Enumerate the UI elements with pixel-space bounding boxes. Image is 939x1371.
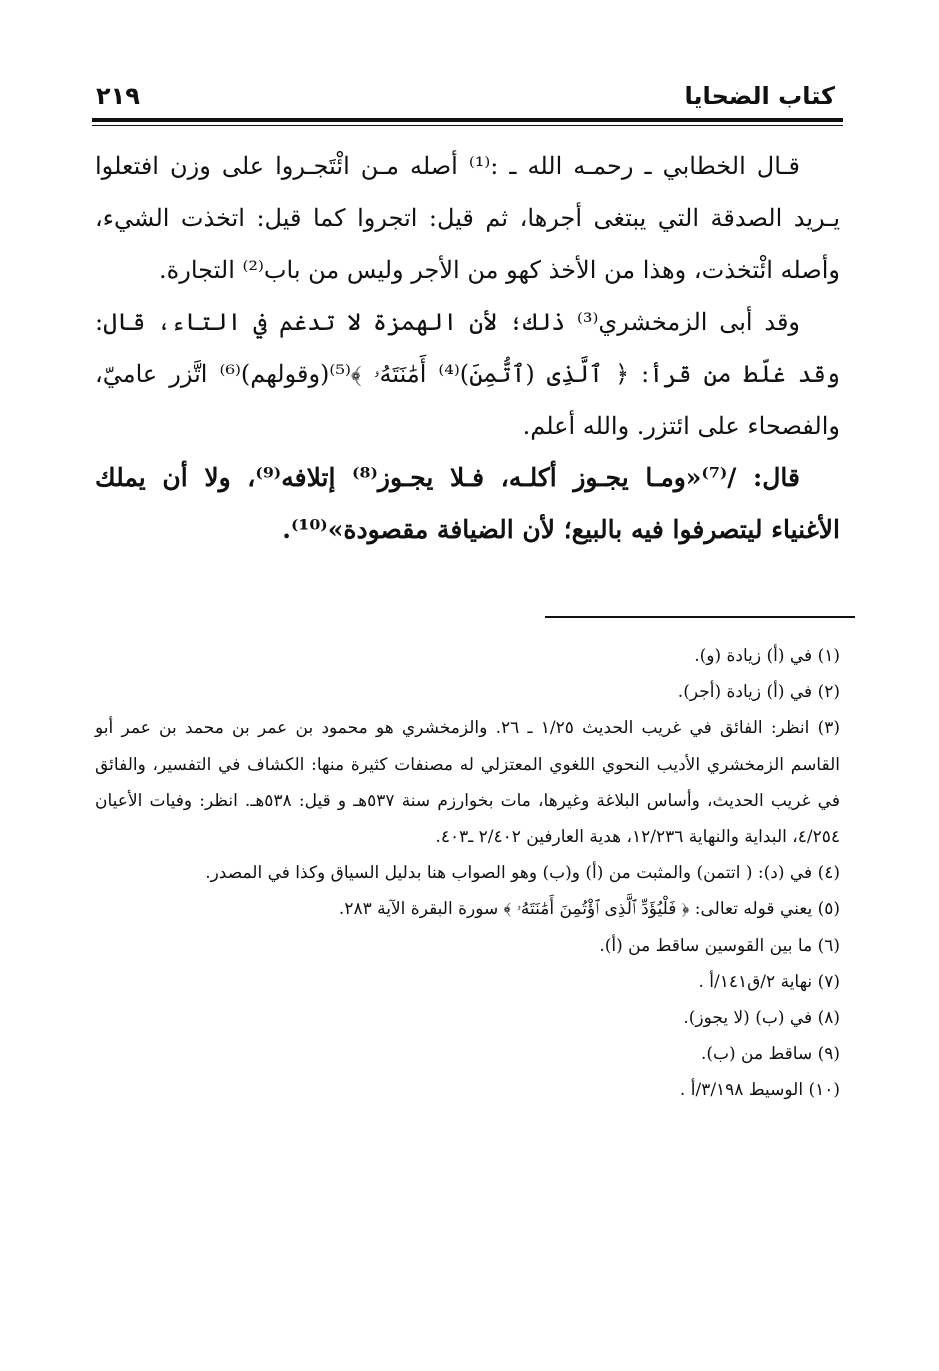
paragraph-khattabi: قـال الخطابي ـ رحمـه الله ـ :⁽¹⁾ أصله مـن ائْتَجـروا على وزن افتعلوا يـريد الصدقة التي يبتغى أجرها، ثم قيل: اتجروا كما قيل: اتخذت الشيء، وأصله ائْتخذت، وهذا من الأخذ كهو من الأجر وليس من باب⁽²⁾ التجارة. [95, 152, 841, 284]
footnote-7: (٧) نهاية ٢/ق١٤١/أ . [698, 971, 840, 992]
footnote-9: (٩) ساقط من (ب). [700, 1044, 840, 1065]
main-text [95, 140, 840, 556]
footnote-6: (٦) ما بين القوسين ساقط من (أ). [599, 935, 840, 956]
page-number: ٢١٩ [96, 82, 140, 110]
footnote-3: (٣) انظر: الفائق في غريب الحديث ١/٢٥ ـ ٢٦. والزمخشري هو محمود بن عمر بن محمد بن عمر أبو القاسم الزمخشري الأديب النحوي اللغوي المعتزلي له مصنفات كثيرة منها: الكشاف في التفسير، والفائق في غريب الحديث، وأساس البلاغة وغيرها، مات بخوارزم سنة ٥٣٧هـ و قيل: ٥٣٨هـ. انظر: وفيات الأعيان ٤/٢٥٤، البداية والنهاية ١٢/٢٣٦، هدية العارفين ٢/٤٠٢ ـ٤٠٣. [95, 718, 840, 848]
header-rule-thin [92, 125, 843, 126]
header-rule-thick [92, 118, 843, 122]
footnote-1: (١) في (أ) زيادة (و). [694, 646, 840, 666]
footnote-8: (٨) في (ب) (لا يجوز). [683, 1008, 840, 1029]
footnote-2: (٢) في (أ) زيادة (أجر). [677, 682, 840, 703]
footnote-5: (٥) يعني قوله تعالى: ﴿ فَلْيُؤَدِّ ٱلَّذِى ٱؤْتُمِنَ أَمَٰنَتَهُۥ ﴾ سورة البقرة الآية ٢٨٣. [338, 899, 840, 920]
running-header [92, 80, 835, 116]
footnote-separator [545, 616, 855, 618]
footnote-4: (٤) في (د): ( اتتمن) والمثبت من (أ) و(ب) وهو الصواب هنا بدليل السياق وكذا في المصدر. [205, 863, 840, 884]
footnotes [95, 638, 840, 1109]
paragraph-zamakhshari: وقد أبى الزمخشري⁽³⁾ ذلك؛ لأن الهمزة لا تدغم في التاء، قال: وقد غلّط من قرأ: ﴿ ٱلَّذِى (ٱتُّمِنَ)⁽⁴⁾ أَمَٰنَتَهُۥ ﴾⁽⁵⁾(وقولهم)⁽⁶⁾ اتَّزر عاميّ، والفصحاء على ائتزر. والله أعلم. [95, 308, 840, 440]
paragraph-matn-quote: قال: /⁽⁷⁾«ومـا يجـوز أكلـه، فـلا يجـوز⁽⁸⁾ إتلافه⁽⁹⁾، ولا أن يملك الأغنياء ليتصرفوا فيه بالبيع؛ لأن الضيافة مقصودة»⁽¹⁰⁾. [95, 463, 840, 544]
book-title: كتاب الضحايا [684, 82, 835, 110]
footnote-10: (١٠) الوسيط ٣/١٩٨/أ . [679, 1080, 840, 1101]
